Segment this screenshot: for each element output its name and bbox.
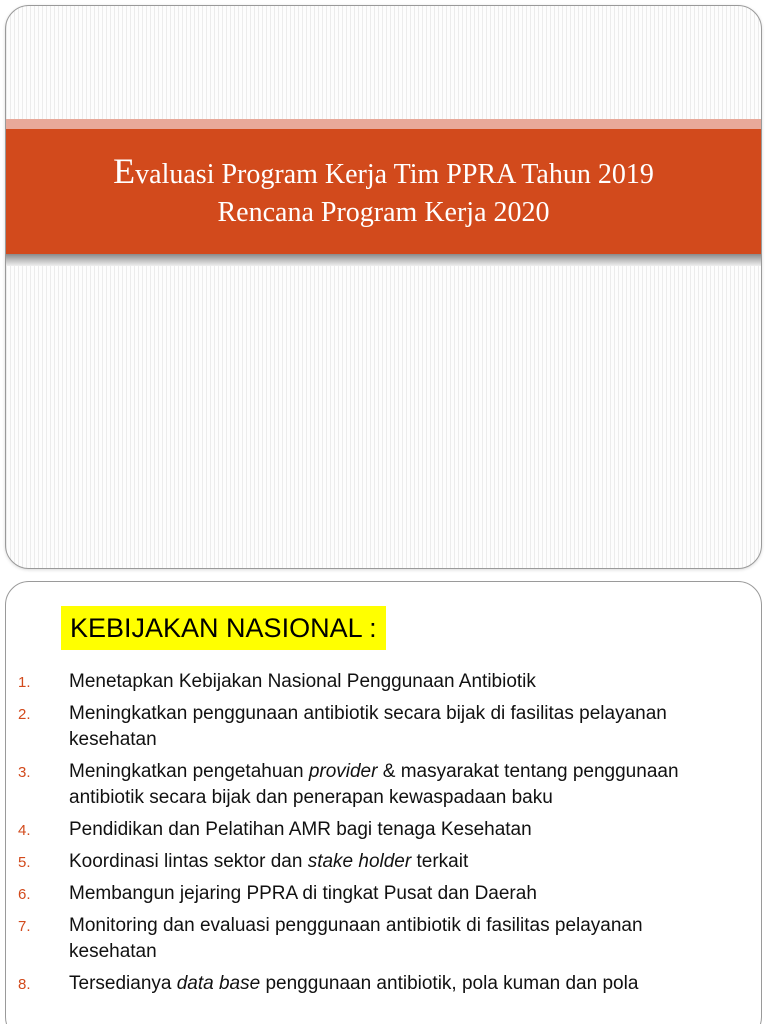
list-item-text-segment: Tersedianya — [69, 973, 177, 994]
slide-title-line-2: Rencana Program Kerja 2020 — [217, 196, 550, 228]
policy-list — [6, 669, 761, 1003]
list-item-text-segment: Membangun jejaring PPRA di tingkat Pusat dan Daerah — [69, 883, 537, 904]
list-item-text-segment: Menetapkan Kebijakan Nasional Penggunaan Antibiotik — [69, 671, 536, 692]
title-band-shadow — [6, 254, 761, 266]
list-item-text-segment: Monitoring dan evaluasi penggunaan antibiotik di fasilitas pelayanan kesehatan — [69, 915, 643, 962]
list-item-italic-term: provider — [308, 761, 378, 782]
list-item-text — [69, 851, 468, 872]
list-item-text — [69, 761, 679, 808]
list-item — [6, 669, 761, 695]
list-item-text-segment: Meningkatkan pengetahuan — [69, 761, 309, 782]
list-item-text — [69, 703, 667, 750]
slide-title-line-1 — [113, 152, 654, 194]
policy-heading: KEBIJAKAN NASIONAL : — [61, 606, 386, 650]
list-item-number: 2. — [18, 706, 31, 723]
list-item — [6, 881, 761, 907]
list-item-text-segment: & masyarakat tentang penggunaan antibiotik secara bijak dan penerapan kewaspadaan baku — [69, 761, 679, 808]
list-item — [6, 701, 761, 753]
list-item-number: 1. — [18, 674, 31, 691]
title-band-top-strip — [6, 119, 761, 129]
policy-slide — [5, 581, 762, 1024]
list-item-text — [69, 819, 532, 840]
list-item-text-segment: penggunaan antibiotik, pola kuman dan pola — [260, 973, 639, 994]
list-item-text — [69, 915, 643, 962]
list-item-text-segment: terkait — [411, 851, 469, 872]
list-item — [6, 759, 761, 811]
list-item — [6, 849, 761, 875]
list-item-italic-term: data base — [176, 973, 261, 994]
list-item-number: 5. — [18, 854, 31, 871]
list-item-italic-term: stake holder — [307, 851, 412, 872]
list-item-number: 8. — [18, 976, 31, 993]
list-item — [6, 817, 761, 843]
list-item-text — [69, 883, 537, 904]
title-drop-letter: E — [113, 150, 136, 191]
list-item-text — [69, 671, 536, 692]
list-item-number: 4. — [18, 822, 31, 839]
list-item-number: 3. — [18, 764, 31, 781]
list-item-text — [69, 973, 638, 994]
list-item — [6, 913, 761, 965]
list-item-number: 6. — [18, 886, 31, 903]
list-item-text-segment: Meningkatkan penggunaan antibiotik secara bijak di fasilitas pelayanan kesehatan — [69, 703, 667, 750]
title-line-1-text: valuasi Program Kerja Tim PPRA Tahun 2019 — [135, 158, 654, 190]
list-item-number: 7. — [18, 918, 31, 935]
title-band — [6, 129, 761, 254]
list-item-text-segment: Pendidikan dan Pelatihan AMR bagi tenaga Kesehatan — [69, 819, 532, 840]
list-item — [6, 971, 761, 997]
title-slide — [5, 5, 762, 569]
list-item-text-segment: Koordinasi lintas sektor dan — [69, 851, 308, 872]
